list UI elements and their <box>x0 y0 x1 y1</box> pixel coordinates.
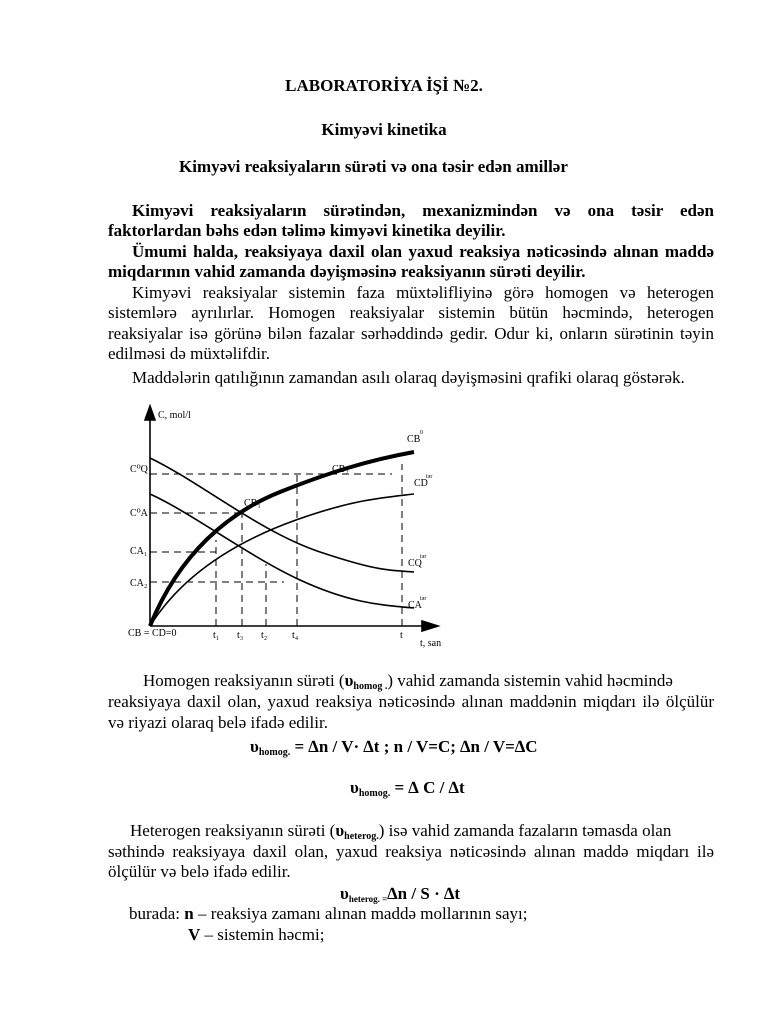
y-label-cq: C⁰Q <box>130 464 148 475</box>
x-label-t2: t₂ <box>261 630 268 641</box>
curve-label-ca: CA <box>408 600 422 611</box>
x-label-t3: t₃ <box>237 630 244 641</box>
hetero-line-2: səthində reaksiyaya daxil olan, yaxud reaksiya nəticəsində alınan maddə miqdarı ilə <box>108 842 714 861</box>
chart-labels <box>128 410 441 649</box>
curve-label-cq-sup: tər <box>420 554 427 560</box>
burada-line-2: V – sistemin həcmi; <box>188 925 325 944</box>
curve-cb <box>150 452 414 626</box>
curve-ca <box>150 494 414 608</box>
curves <box>150 452 414 626</box>
homog-line-1: Homogen reaksiyanın sürəti $(\upsilon_{homog .})$ vahid zamanda sistemin vahid həcmində <box>143 671 673 692</box>
y-axis-arrow <box>145 406 155 420</box>
burada-line-1: burada: n – reaksiya zamanı alınan maddə mollarının sayı; <box>129 904 528 923</box>
formula-hetero: υheterog. =∆n / S · ∆t <box>340 884 461 904</box>
hetero-line-3: ölçülür və belə ifadə edilir. <box>108 862 291 881</box>
formula-homog-2: $\upsilon_{homog.}$ = ∆ C / ∆t <box>350 778 465 799</box>
para1-line-4: edilməsi də müxtəlifdir. <box>108 344 270 363</box>
y-label-ca: C⁰A <box>130 508 148 519</box>
doc-subtitle: Kimyəvi kinetika <box>321 120 447 139</box>
concentration-chart <box>120 402 450 652</box>
y-label-ca1: CA₁ <box>130 546 148 557</box>
para1-line-2: sistemlərə ayrılırlar. Homogen reaksiyalar sistemin bütün həcmində, heterogen <box>108 303 714 322</box>
para1-line-3: reaksiyalar isə görünə bilən fazalar sərhəddində gedir. Odur ki, onların sürətinin təyin <box>108 324 714 343</box>
bold-line-1: Kimyəvi reaksiyaların sürətindən, mexanizmindən və ona təsir edən <box>132 201 714 220</box>
bold-line-2: faktorlardan bəhs edən təlimə kimyəvi kinetika deyilir. <box>108 221 506 240</box>
bold-line-4: miqdarının vahid zamanda dəyişməsinə reaksiyanın sürəti deyilir. <box>108 262 586 281</box>
chart-axes <box>145 406 438 631</box>
x-label-t: t <box>400 630 403 641</box>
para1-line-1: Kimyəvi reaksiyalar sistemin faza müxtəlifliyinə görə homogen və heterogen <box>132 283 714 302</box>
x-label-t4: t₄ <box>292 630 299 641</box>
y-label-ca2: CA₂ <box>130 578 148 589</box>
curve-label-cb: CB <box>407 434 421 445</box>
homog-line-3: və riyazi olaraq belə ifadə edilir. <box>108 713 328 732</box>
x-axis-label: t, san <box>420 638 442 649</box>
bold-line-3: Ümumi halda, reaksiyaya daxil olan yaxud reaksiya nəticəsində alınan maddə <box>132 242 714 261</box>
doc-topic: Kimyəvi reaksiyaların sürəti və ona təsir edən amillər <box>179 157 568 176</box>
formula-homog-1: $\upsilon_{homog.} = \Delta n / V\cdot \Delta t$ ; n / V=C; ∆n / V=∆C <box>250 737 538 758</box>
x-label-t1: t₁ <box>213 630 220 641</box>
para2-line: Maddələrin qatılığının zamandan asılı olaraq dəyişməsini qrafiki olaraq göstərək. <box>132 368 685 387</box>
origin-label: CB = CD=0 <box>128 628 177 639</box>
x-axis-arrow <box>422 621 438 631</box>
curve-label-cd: CD <box>414 478 428 489</box>
curve-label-cb1: CB₁ <box>244 498 261 509</box>
doc-title: LABORATORİYA İŞİ №2. <box>285 76 483 95</box>
curve-label-cb2: CB₂ <box>332 464 349 475</box>
curve-label-cb-sup: 0 <box>420 430 423 436</box>
curve-label-ca-sup: tər <box>420 596 427 602</box>
hetero-line-1: Heterogen reaksiyanın sürəti $(\upsilon_{heterog.})$ isə vahid zamanda fazaların təmasda olan <box>130 821 672 842</box>
y-axis-label: C, mol/l <box>158 410 191 421</box>
curve-label-cd-sup: tər <box>426 474 433 480</box>
homog-line-2: reaksiyaya daxil olan, yaxud reaksiya nəticəsində alınan maddənin miqdarı ilə ölçülür <box>108 692 714 711</box>
curve-label-cq: CQ <box>408 558 422 569</box>
